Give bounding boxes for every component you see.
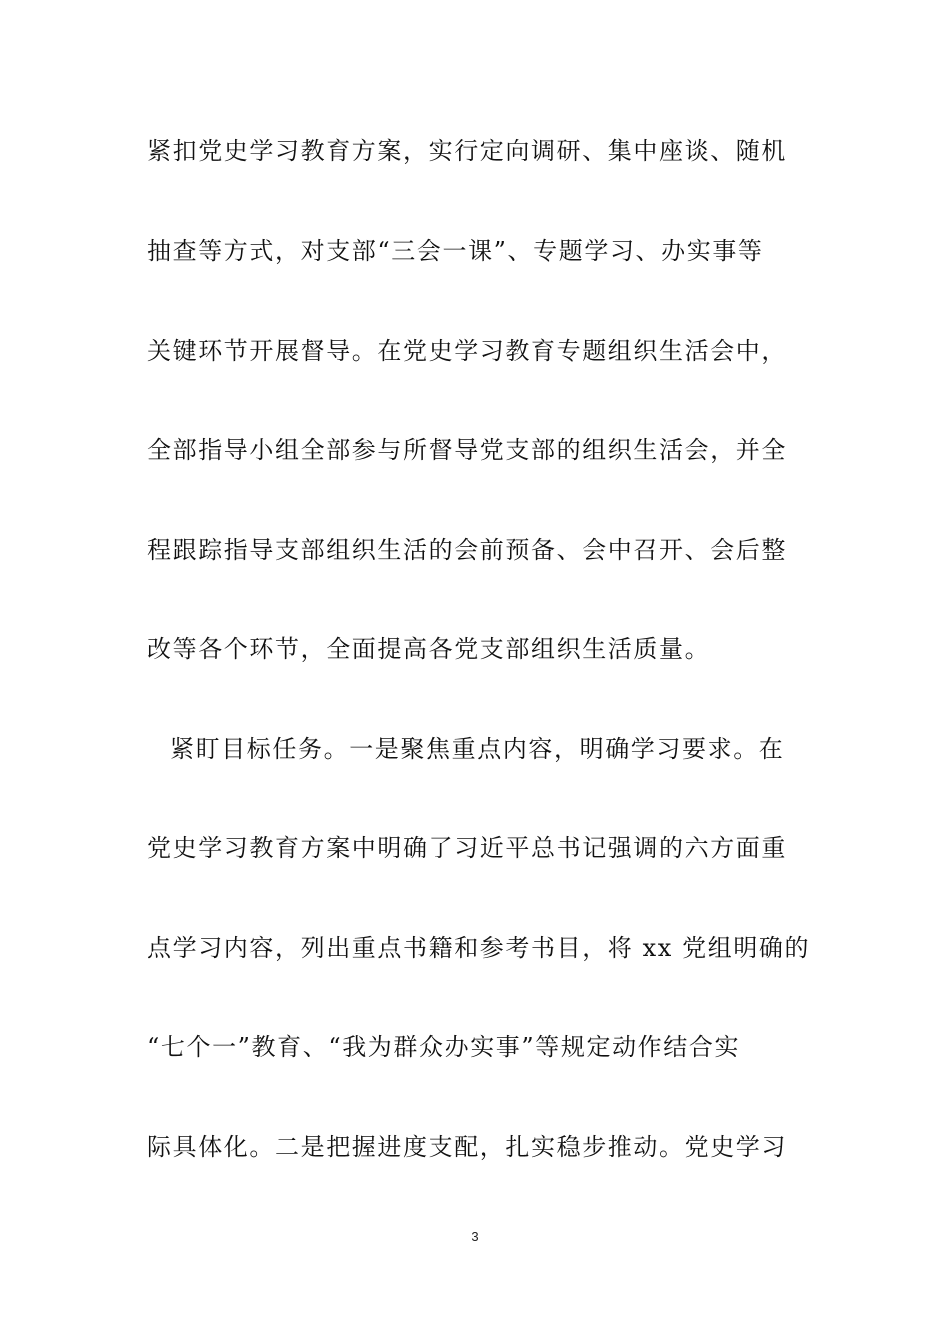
paragraph-start-line: 紧盯目标任务。一是聚焦重点内容，明确学习要求。在: [170, 735, 785, 763]
body-text-line: 党史学习教育方案中明确了习近平总书记强调的六方面重: [147, 834, 787, 862]
body-text-line: 程跟踪指导支部组织生活的会前预备、会中召开、会后整: [147, 536, 787, 564]
body-text-line: 际具体化。二是把握进度支配，扎实稳步推动。党史学习: [147, 1133, 787, 1161]
page-number: 3: [471, 1229, 479, 1244]
body-text-line: 全部指导小组全部参与所督导党支部的组织生活会，并全: [147, 436, 787, 464]
body-text-line: 关键环节开展督导。在党史学习教育专题组织生活会中，: [147, 337, 787, 365]
body-text-line: 改等各个环节，全面提高各党支部组织生活质量。: [147, 635, 711, 663]
body-text-line: 抽查等方式，对支部“三会一课”、专题学习、办实事等: [147, 237, 764, 265]
body-text-line: 点学习内容，列出重点书籍和参考书目，将 xx 党组明确的: [147, 934, 811, 962]
body-text-line: 紧扣党史学习教育方案，实行定向调研、集中座谈、随机: [147, 137, 787, 165]
body-text-line: “七个一”教育、“我为群众办实事”等规定动作结合实: [147, 1033, 741, 1061]
